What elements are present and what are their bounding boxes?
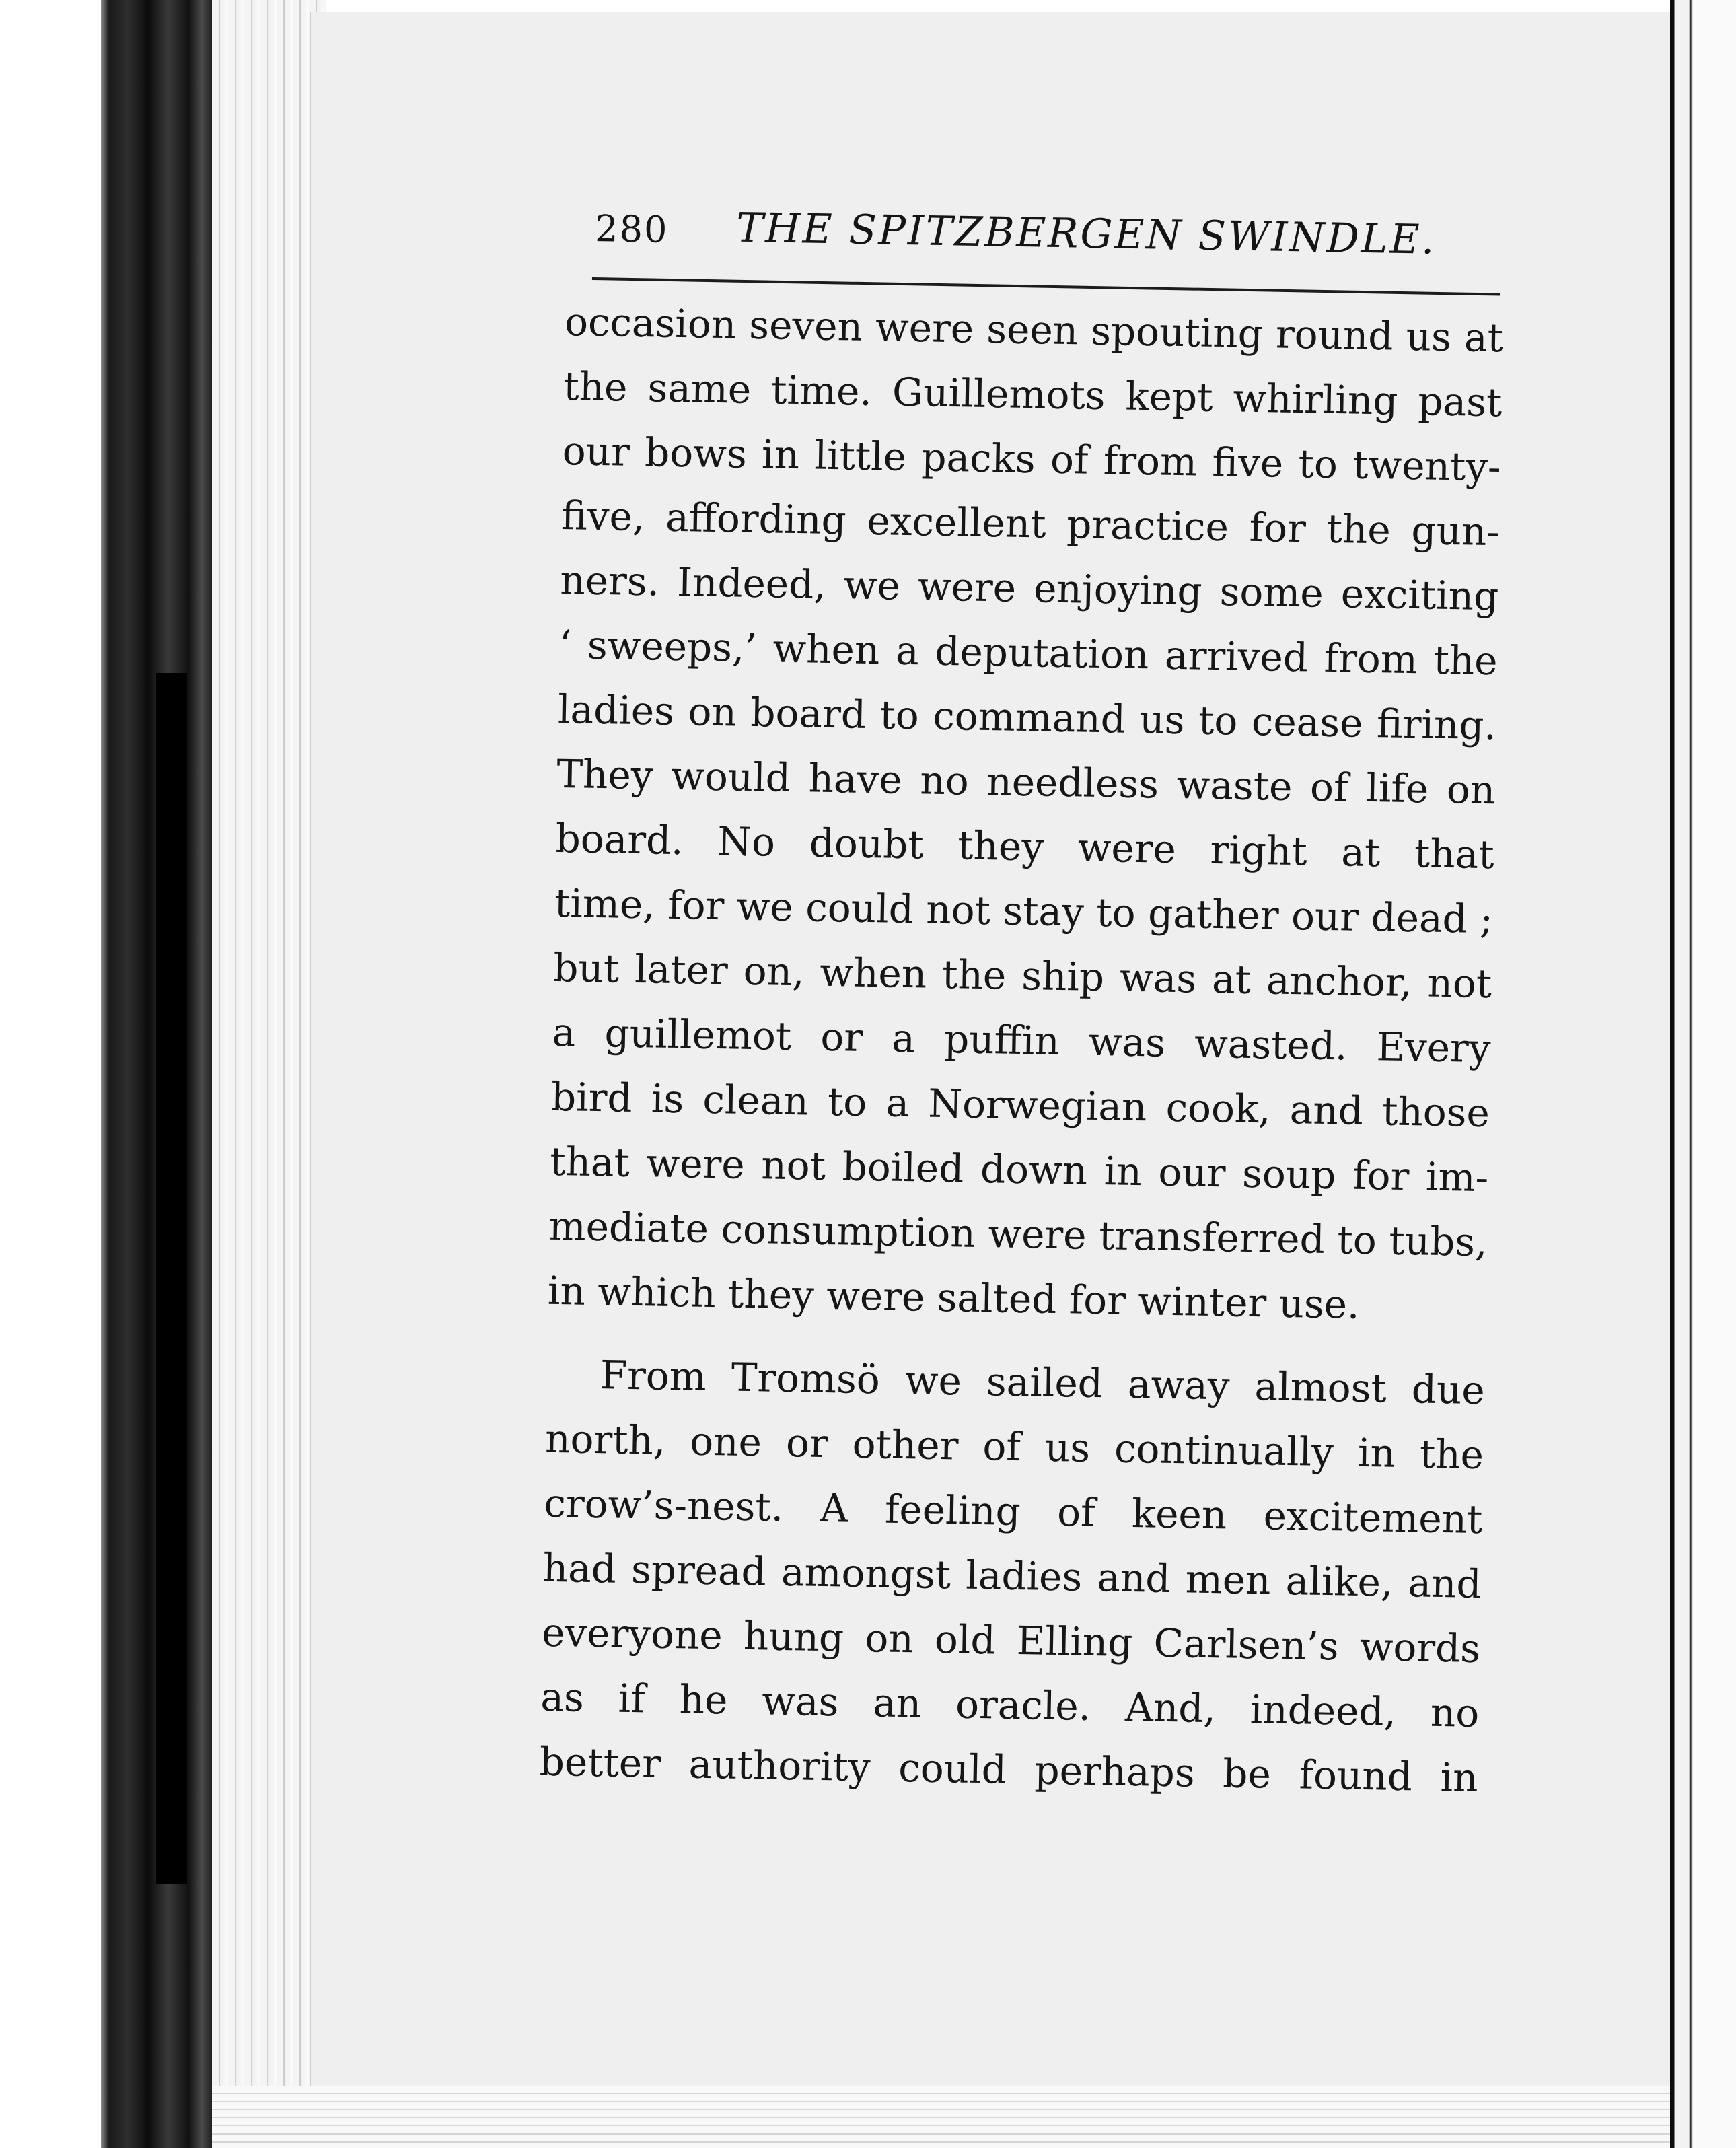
right-page-edge: [1670, 0, 1736, 2148]
text-line: a guillemot or a puffin was wasted. Every: [552, 1009, 1492, 1072]
text-line: board. No doubt they were right at that: [555, 815, 1495, 878]
binding-shadow: [156, 673, 187, 1884]
text-line: From Tromsö we sailed away almost due: [600, 1352, 1486, 1414]
text-line: ladies on board to command us to cease firing.: [557, 686, 1497, 749]
text-line: mediate consumption were transferred to tubs,: [548, 1203, 1488, 1266]
text-line: crow’s-nest. A feeling of keen excitement: [543, 1480, 1483, 1543]
text-line: but later on, when the ship was at anchor, not: [552, 944, 1492, 1007]
body-text: [539, 289, 1504, 1810]
running-header: [594, 202, 1504, 292]
running-head-title: THE SPITZBERGEN SWINDLE.: [735, 204, 1437, 264]
text-line: better authority could perhaps be found in: [539, 1738, 1479, 1801]
text-line: had spread amongst ladies and men alike, and: [542, 1544, 1482, 1608]
page-number: 280: [594, 207, 669, 251]
text-line: They would have no needless waste of life on: [556, 750, 1496, 814]
text-line: as if he was an oracle. And, indeed, no: [540, 1674, 1480, 1737]
text-line: time, for we could not stay to gather our dead ;: [554, 880, 1494, 943]
text-line: occasion seven were seen spouting round us at: [564, 298, 1504, 361]
text-line: the same time. Guillemots kept whirling past: [563, 363, 1503, 426]
page-stack-bottom-edges: [212, 2086, 1679, 2148]
text-line: bird is clean to a Norwegian cook, and those: [550, 1073, 1490, 1137]
text-line: ners. Indeed, we were enjoying some exciting: [559, 557, 1499, 620]
text-line: our bows in little packs of from five to twenty-: [562, 427, 1502, 491]
text-line: north, one or other of us continually in the: [544, 1415, 1484, 1478]
text-line: five, affording excellent practice for the gun-: [560, 492, 1500, 555]
text-line: everyone hung on old Elling Carlsen’s words: [541, 1609, 1481, 1672]
text-line: that were not boiled down in our soup for im-: [549, 1138, 1489, 1201]
text-line: in which they were salted for winter use.: [547, 1267, 1361, 1328]
text-line: ‘ sweeps,’ when a deputation arrived from the: [558, 621, 1498, 684]
